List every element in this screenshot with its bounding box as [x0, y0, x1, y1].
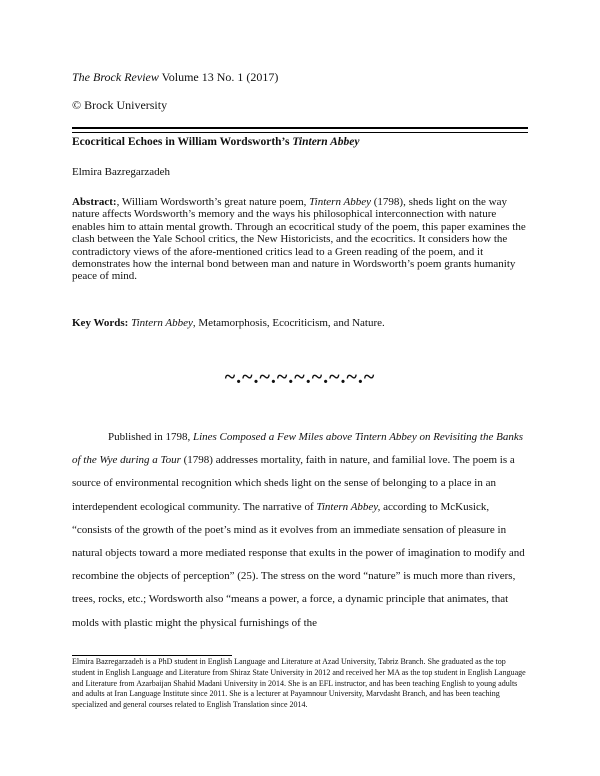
copyright-line: © Brock University [72, 98, 168, 112]
body-italic-title-2: Tintern Abbey, [316, 500, 381, 513]
author-footnote: Elmira Bazregarzadeh is a PhD student in English Language and Literature at Azad University, Tabriz Branch. She graduated as the top student in English Language and Literature from Shiraz State University in 2012 and received her MA as the top student in English Language and Literature from Azarbaijan Shahid Madani University in 2014. She is an EFL instructor, and has been teaching English to young adults and adults at Iran Language Institute since 2011. She is a lecturer at Payamnour University, Marvdasht Branch, and has been teaching specialized and general courses related to English Translation since 2014. [72, 657, 526, 710]
abstract [72, 196, 528, 283]
abstract-text-2: (1798), sheds light on the way nature affects Wordsworth’s memory and the ways his philosophical interconnection with nature enables him to attain mental growth. Through an ecocritical study of the poem, this paper examines the clash between the Yale School critics, the New Historicists, and the ecocritics. It considers how the contradictory views of the afore-mentioned critics lead to a Green reading of the poem, and it demonstrates how the internal bond between man and nature in Wordsworth’s poem grants humanity peace of mind. [72, 196, 526, 283]
journal-volume: Volume 13 No. 1 (2017) [158, 70, 279, 84]
keywords-label: Key Words: [72, 317, 129, 329]
author-name: Elmira Bazregarzadeh [72, 166, 171, 178]
header-rule-thin [72, 132, 528, 133]
body-paragraph [72, 426, 528, 635]
footnote-rule [72, 655, 232, 656]
keywords [72, 317, 528, 329]
body-text-1: Published in 1798, [108, 431, 193, 443]
keywords-italic: Tintern Abbey [131, 317, 193, 329]
article-title-text: Ecocritical Echoes in William Wordsworth’s [72, 136, 293, 148]
article-title [72, 136, 528, 148]
section-ornament: ~.~.~.~.~.~.~.~.~ [224, 366, 376, 388]
article-title-italic: Tintern Abbey [292, 136, 360, 148]
keywords-rest: , Metamorphosis, Ecocriticism, and Nature. [192, 317, 385, 329]
abstract-italic-title: Tintern Abbey [309, 196, 371, 208]
body-text-3: according to McKusick, “consists of the growth of the poet’s mind as it evolves from an immediate sensation of pleasure in natural objects toward a more mediated response that exults in the power of imagination to modify and recombine the objects of perception” (25). The stress on the word “nature” is much more than rivers, trees, rocks, etc.; Wordsworth also “means a power, a force, a dynamic principle that animates, that molds with plastic might the physical furnishings of the [72, 500, 525, 629]
body-text-2: (1798) addresses mortality, faith in nature, and familial love. The poem is a source of environmental recognition which sheds light on the sense of belonging to a place in an interdependent ecological community. The narrative of [72, 454, 515, 513]
abstract-text-1: , William Wordsworth’s great nature poem, [116, 196, 310, 208]
abstract-label: Abstract: [72, 196, 117, 208]
journal-name: The Brock Review [72, 70, 159, 84]
body-italic-title: Lines Composed a Few Miles above Tintern Abbey on Revisiting the Banks of the Wye during a Tour [72, 431, 524, 467]
journal-citation [72, 70, 528, 85]
header-rule-thick [72, 127, 528, 129]
